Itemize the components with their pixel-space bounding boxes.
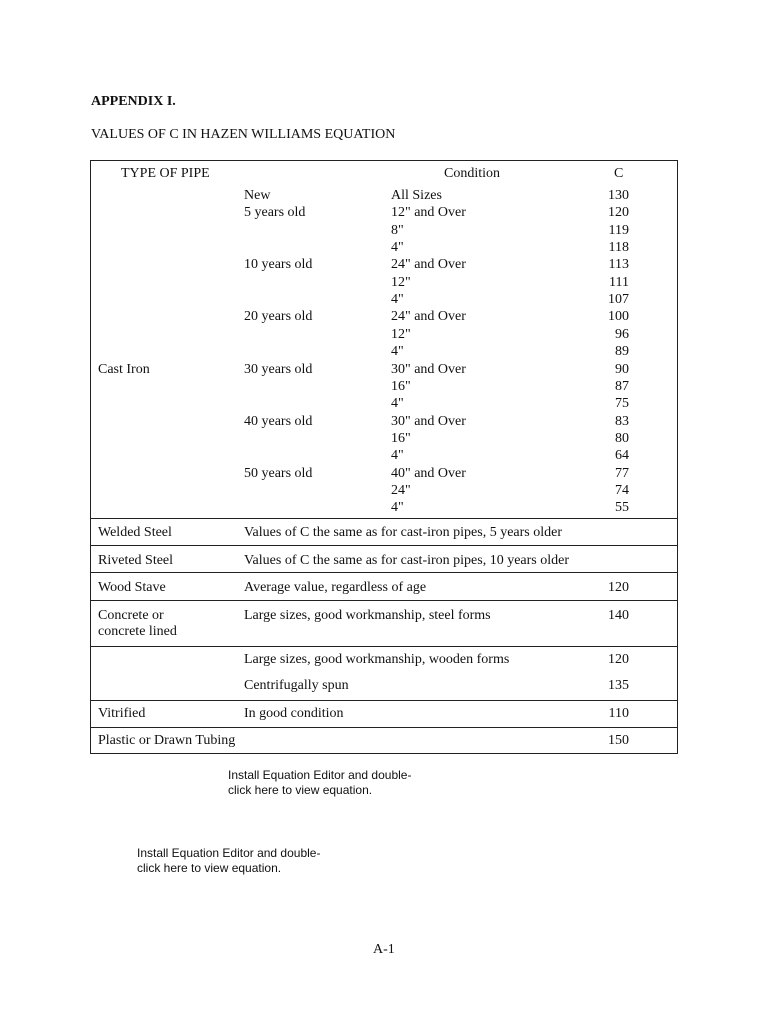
cast-iron-c-value: 120	[608, 205, 629, 220]
condition-wood-stave: Average value, regardless of age	[244, 580, 427, 595]
cast-iron-size: 4"	[391, 396, 404, 411]
pipe-type-wood-stave: Wood Stave	[98, 580, 166, 595]
pipe-type-welded-steel: Welded Steel	[98, 525, 172, 540]
cast-iron-age: 10 years old	[244, 257, 313, 272]
cast-iron-c-value: 113	[608, 257, 629, 272]
condition-centrifugally-spun: Centrifugally spun	[244, 678, 349, 693]
c-value-vitrified: 110	[608, 706, 629, 721]
c-value-plastic: 150	[608, 733, 629, 748]
table-title: VALUES OF C IN HAZEN WILLIAMS EQUATION	[91, 127, 396, 142]
cast-iron-size: 12"	[391, 275, 411, 290]
cast-iron-age: 20 years old	[244, 309, 313, 324]
cast-iron-c-value: 118	[608, 240, 629, 255]
cast-iron-size: 40" and Over	[391, 466, 466, 481]
cast-iron-age: 5 years old	[244, 205, 306, 220]
cast-iron-age: 50 years old	[244, 466, 313, 481]
page-number: A-1	[373, 942, 395, 957]
condition-riveted-steel: Values of C the same as for cast-iron pipes, 10 years older	[244, 553, 570, 568]
cast-iron-size: All Sizes	[391, 188, 442, 203]
row-divider	[90, 545, 678, 546]
cast-iron-size: 16"	[391, 431, 411, 446]
cast-iron-size: 24" and Over	[391, 257, 466, 272]
condition-concrete-wooden-forms: Large sizes, good workmanship, wooden forms	[244, 652, 510, 667]
cast-iron-c-value: 74	[615, 483, 629, 498]
cast-iron-c-value: 89	[615, 344, 629, 359]
header-type-of-pipe: TYPE OF PIPE	[121, 166, 210, 181]
condition-vitrified: In good condition	[244, 706, 344, 721]
row-divider	[90, 700, 678, 701]
cast-iron-c-value: 90	[615, 362, 629, 377]
equation-placeholder[interactable]: Install Equation Editor and double-click here to view equation.	[228, 768, 412, 797]
pipe-type-riveted-steel: Riveted Steel	[98, 553, 174, 568]
row-divider	[90, 727, 678, 728]
pipe-type-concrete-lined: concrete lined	[98, 624, 177, 639]
condition-welded-steel: Values of C the same as for cast-iron pipes, 5 years older	[244, 525, 563, 540]
c-value-centrifugally-spun: 135	[608, 678, 629, 693]
cast-iron-c-value: 130	[608, 188, 629, 203]
row-divider	[90, 572, 678, 573]
cast-iron-size: 30" and Over	[391, 414, 466, 429]
cast-iron-size: 4"	[391, 448, 404, 463]
c-value-concrete-steel-forms: 140	[608, 608, 629, 623]
cast-iron-size: 4"	[391, 500, 404, 515]
cast-iron-c-value: 77	[615, 466, 629, 481]
cast-iron-c-value: 119	[608, 223, 629, 238]
cast-iron-age: 30 years old	[244, 362, 313, 377]
cast-iron-size: 4"	[391, 292, 404, 307]
cast-iron-size: 12"	[391, 327, 411, 342]
cast-iron-age: 40 years old	[244, 414, 313, 429]
cast-iron-c-value: 100	[608, 309, 629, 324]
cast-iron-c-value: 55	[615, 500, 629, 515]
c-value-concrete-wooden-forms: 120	[608, 652, 629, 667]
cast-iron-label: Cast Iron	[98, 362, 150, 377]
cast-iron-size: 4"	[391, 240, 404, 255]
cast-iron-c-value: 87	[615, 379, 629, 394]
cast-iron-size: 30" and Over	[391, 362, 466, 377]
condition-concrete-steel-forms: Large sizes, good workmanship, steel forms	[244, 608, 491, 623]
row-divider	[90, 646, 678, 647]
row-divider	[90, 600, 678, 601]
cast-iron-size: 24" and Over	[391, 309, 466, 324]
cast-iron-size: 8"	[391, 223, 404, 238]
pipe-type-concrete: Concrete or	[98, 608, 164, 623]
row-divider	[90, 518, 678, 519]
cast-iron-c-value: 96	[615, 327, 629, 342]
cast-iron-c-value: 83	[615, 414, 629, 429]
cast-iron-size: 16"	[391, 379, 411, 394]
cast-iron-c-value: 75	[615, 396, 629, 411]
cast-iron-size: 4"	[391, 344, 404, 359]
cast-iron-c-value: 111	[609, 275, 629, 290]
cast-iron-c-value: 80	[615, 431, 629, 446]
cast-iron-c-value: 64	[615, 448, 629, 463]
cast-iron-size: 24"	[391, 483, 411, 498]
cast-iron-size: 12" and Over	[391, 205, 466, 220]
pipe-type-vitrified: Vitrified	[98, 706, 146, 721]
cast-iron-age: New	[244, 188, 271, 203]
pipe-type-plastic: Plastic or Drawn Tubing	[98, 733, 236, 748]
header-condition: Condition	[444, 166, 501, 181]
c-value-wood-stave: 120	[608, 580, 629, 595]
header-c: C	[614, 166, 624, 181]
equation-placeholder[interactable]: Install Equation Editor and double-click here to view equation.	[137, 846, 321, 875]
appendix-title: APPENDIX I.	[91, 94, 176, 109]
cast-iron-c-value: 107	[608, 292, 629, 307]
